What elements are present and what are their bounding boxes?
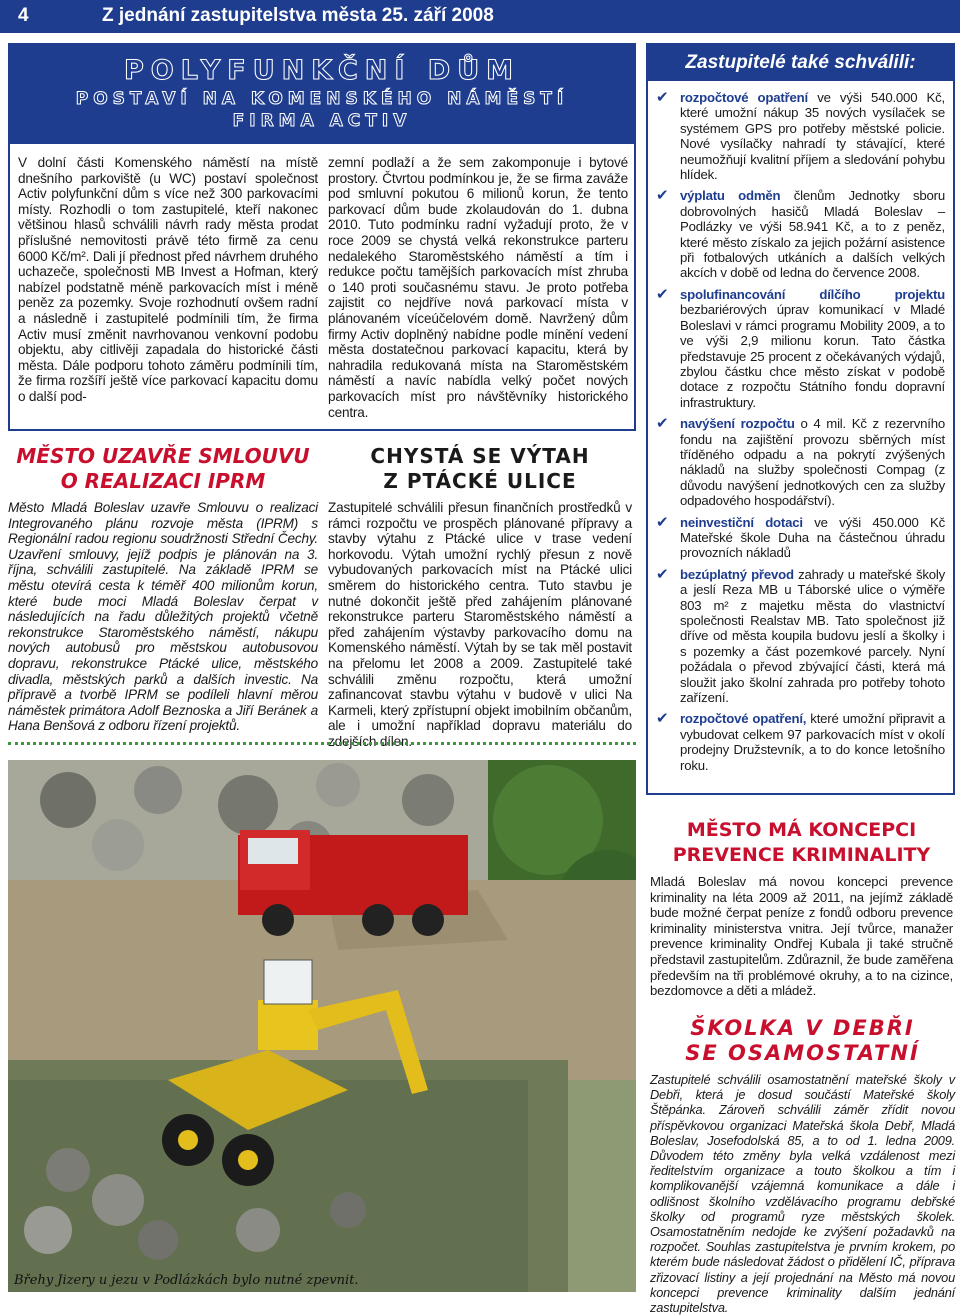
sidebar-list <box>648 81 953 773</box>
dotted-separator <box>8 742 636 745</box>
checkmark-icon: ✔ <box>656 513 669 531</box>
crime-article-text: Mladá Boleslav má novou koncepci prevence kriminality na léta 2009 až 2011, na jejímž základě bude možné čerpat peníze z fondů odboru prevence kriminality ministerstva vnitra. Její tvůrce, manažer prevence kriminality Ondřej Kubala ji také stručně představil zastupitelům. Zdůraznil, že bude zaměřena především na tři problémové okruhy, a to na cizince, bezdomovce a děti a mládež. <box>650 874 953 999</box>
sidebar-item-text: zahrady u mateřské školy a jeslí Reza MB u Táborské ulice o výměře 803 m² z majetku města do vlastnictví společnosti Realstav MB. Tato společnost již dříve od města koupila budovu jeslí a školky i s pozemky a část pozemkové parcely. Nyní požádala o převod zbývající části, která má sloužit jako školní zahrada pro potřeby tohoto zařízení. <box>680 566 946 706</box>
crime-article-title-line-2: PREVENCE KRIMINALITY <box>672 844 931 866</box>
page-number: 4 <box>18 5 29 26</box>
elevator-article-title <box>328 444 632 494</box>
ipr-article-title <box>8 444 318 494</box>
sidebar-item-keyword: rozpočtové opatření, <box>680 711 807 727</box>
photo-illustration <box>8 760 636 1292</box>
sidebar-item <box>656 567 945 706</box>
main-article-title-band <box>10 45 634 144</box>
sidebar <box>646 43 955 795</box>
sidebar-item <box>656 287 945 410</box>
main-article-subtitle-1: POSTAVÍ NA KOMENSKÉHO NÁMĚSTÍ <box>75 89 569 109</box>
main-article-col-2: zemní podlaží a že sem zakomponuje i bytové prostory. Čtvrtou podmínkou je, že se firma zaváže pod smluvní pokutou 6 milionů korun, že tento parkovací dům bude zkolaudován do 1. dubna 2010. Tuto podmínku radní vyžadují proto, že v roce 2009 se chystá velká rekonstrukce parteru nedalekého Staroměstského náměstí a tím i redukce počtu tamějších parkovacích míst zhruba o 140 proti současnému stavu. Je proto potřeba zajistit co nejdříve nová parkovací místa v plánovaném víceúčelovém domě. Navržený dům firmy Activ doplněný nabídne podle mínění vedení města dostatečnou parkovací kapacitu, která by nahradila redukovaná místa na Staroměstském náměstí a navíc nabídla velký počet nových parkovacích míst pro návštěvníky historického centra. <box>328 155 628 420</box>
school-article-title <box>650 1016 955 1066</box>
sidebar-item-keyword: spolufinancování dílčího projektu <box>680 286 945 302</box>
checkmark-icon: ✔ <box>656 565 669 583</box>
main-article-col-1: V dolní části Komenského náměstí na místě dnešního parkoviště (u WC) postaví společnost Activ polyfunkční dům s více než 300 parkovacími místy. Rozhodli o tom zastupitelé, kteří nakonec většinou hlasů schválili návrh rady města prodat příslušné nemovitosti právě této firmě za cenu 6000 Kč/m². Dali jí přednost před návrhem druhého uchazeče, společnosti MB Invest a Hofman, který nabízel podstatně méně parkovacích míst i méně peněz za pozemky. Svoje rozhodnutí ovšem radní a následně i zastupitelé podmínili tím, že firma Activ musí změnit navrhovanou venkovní podobu objektu, aby citlivěji zapadala do historické části města. Dále podporu tohoto záměru podmínili tím, že firma rozšíří ještě více parkovací kapacitu domu o další pod- <box>18 155 318 404</box>
sidebar-item-keyword: neinvestiční dotaci <box>680 514 803 530</box>
sidebar-item <box>656 416 945 508</box>
elevator-article-title-line-2: Z PTÁCKÉ ULICE <box>383 469 577 493</box>
checkmark-icon: ✔ <box>656 285 669 303</box>
section-title: Z jednání zastupitelstva města 25. září 2008 <box>102 5 494 26</box>
school-article-text: Zastupitelé schválili osamostatnění mateřské školy v Debři, která je dosud součástí Mateřské školy Štěpánka. Zároveň schválili záměr zřídit novou příspěvkovou organizaci Mateřská škola Debř, Mladá Boleslav, Josefodolská 85, a to od 1. ledna 2009. Důvodem této změny byla velká vzdálenost mezi ředitelstvím organizace a touto školkou a tím i komplikovanější vzájemná komunikace a dále i odlišnost školního vzdělávacího programu debřské školky od programů ryze městských školek. Osamostatněním nedojde ke zvýšení požadavků na rozpočet. Souhlas zastupitelstva je prvním krokem, po kterém bude následovat žádost o přidělení IČ, příprava zřizovací listiny a její projednání na Město má novou koncepci prevence kriminality dalším jednání zastupitelstva. <box>650 1072 955 1315</box>
sidebar-item-text: bezbariérových úprav komunikací v Mladé Boleslavi v rámci programu Mobility 2009, a to ve výši 2,9 milionu korun. Tato částka představuje 25 procent z očekávaných výdajů, zbylou částku chce město získat v podobě dotace z rozpočtu Státního fondu dopravní infrastruktury. <box>680 302 945 410</box>
crime-article <box>650 818 953 999</box>
ipr-article-title-line-1: MĚSTO UZAVŘE SMLOUVU <box>16 444 310 468</box>
elevator-article-title-line-1: CHYSTÁ SE VÝTAH <box>370 444 590 468</box>
sidebar-item-text: ve výši 540.000 Kč, které umožní nákup 35 nových vysílaček se systémem GPS pro potřeby městské policie. Nové vysílačky nahradí ty stávající, které neumožňují kvalitní příjem a sledování pohybu hlídek. <box>680 90 945 183</box>
crime-article-title-line-1: MĚSTO MÁ KONCEPCI <box>686 819 917 841</box>
elevator-article <box>328 444 632 750</box>
sidebar-item-text: členům Jednotky sboru dobrovolných hasičů Mladá Boleslav – Podlázky ve výši 58.941 Kč, a to z peněz, které město získalo za jejich požární asistence při fotbalových utkáních a dalších velkých akcích v době od ledna do července 2008. <box>680 188 945 281</box>
page-header <box>0 0 960 33</box>
checkmark-icon: ✔ <box>656 89 669 106</box>
main-article-title: POLYFUNKČNÍ DŮM <box>123 55 521 86</box>
sidebar-item-keyword: navýšení rozpočtu <box>680 416 795 432</box>
photo-caption: Břehy Jizery u jezu v Podlázkách bylo nutné zpevnit. <box>14 1273 359 1288</box>
sidebar-item <box>656 711 945 773</box>
sidebar-title: Zastupitelé také schválili: <box>648 45 953 81</box>
checkmark-icon: ✔ <box>656 187 669 205</box>
main-article-subtitle-2: FIRMA ACTIV <box>232 111 412 131</box>
school-article-title-line-1: ŠKOLKA V DEBŘI <box>690 1016 915 1040</box>
ipr-article-text: Město Mladá Boleslav uzavře Smlouvu o realizaci Integrovaného plánu rozvoje města (IPRM) s Regionální radou regionu soudržnosti Střední Čechy. Uzavření smlouvy, jejíž podpis je plánován na 3. října, schválili zastupitelé. Na základě IPRM se městu otevírá cesta k téměř 400 milionům korun, které bude moci Mladá Boleslav čerpat v následujících na řadu důležitých projektů včetně rekonstrukce Staroměstského náměstí, nákupu nových autobusů pro městskou autobusovou dopravu, rekonstrukce Ptácké ulice, městského divadla, městských parků a dalších investic. Na přípravě a tvorbě IPRM se podíleli hlavní měrou náměstek primátora Adolf Beznoska a Jiří Beránek a Hana Benšová z odboru řízení projektů. <box>8 500 318 734</box>
checkmark-icon: ✔ <box>656 710 669 728</box>
sidebar-item-keyword: bezúplatný převod <box>680 566 794 582</box>
ipr-article <box>8 444 318 734</box>
sidebar-item-text: které umožní připravit a vybudovat celkem 97 parkovacích míst v okolí prodejny Družstevník, a to do konce letošního roku. <box>680 711 945 773</box>
school-article <box>650 1016 955 1315</box>
main-article <box>8 43 636 431</box>
crime-article-title <box>650 818 953 868</box>
sidebar-item <box>656 188 945 280</box>
elevator-article-text: Zastupitelé schválili přesun finančních prostředků v rámci rozpočtu ve prospěch plánované přípravy a stavby výtahu z Ptácké ulice v trase vedení horkovodu. Výtah umožní rychlý přesun z nově vybudovaných parkovacích míst na Ptácké ulici směrem do historického centra. Tuto stavbu je nutné dokončit ještě před zahájením plánované rekonstrukce parteru Staroměstského náměstí a před zahájením výstavby parkovacího domu na Komenského náměstí. Výtah by se tak měl postavit na přelomu let 2008 a 2009. Zastupitelé také schválili změnu rozpočtu, která umožní zafinancovat stavbu výtahu v budově v ulici Na Karmeli, který zpřístupní objekt imobilním občanům, ale i umožní například dopravu materiálu do zdejších dílen. <box>328 500 632 749</box>
sidebar-item <box>656 90 945 182</box>
sidebar-item-text: o 4 mil. Kč z rezervního fondu na zajištění provozu sběrných míst tříděného odpadu a na pokrytí zvýšených nákladů na služby společnosti Compag (z důvodu navýšení jednotkových cen za služby odpadového hospodářství). <box>680 416 946 509</box>
sidebar-item-keyword: výplatu odměn <box>680 188 781 204</box>
river-excavator-photo <box>8 760 636 1292</box>
sidebar-item <box>656 515 945 561</box>
sidebar-item-text: ve výši 450.000 Kč Mateřské škole Duha na částečnou úhradu provozních nákladů <box>680 514 945 561</box>
sidebar-item-keyword: rozpočtové opatření <box>680 90 808 105</box>
checkmark-icon: ✔ <box>656 415 669 433</box>
ipr-article-title-line-2: O REALIZACI IPRM <box>60 469 266 493</box>
school-article-title-line-2: SE OSAMOSTATNÍ <box>685 1041 920 1065</box>
